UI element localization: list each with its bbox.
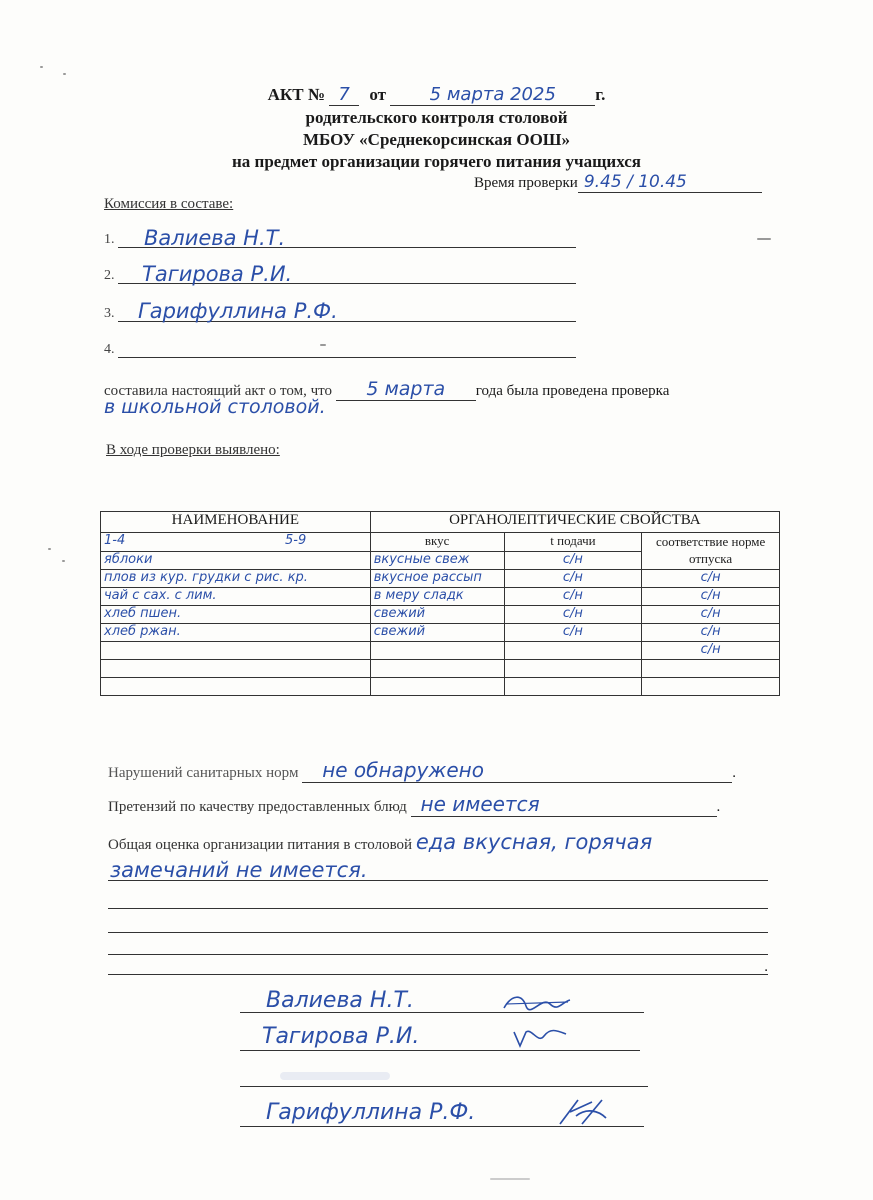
dish-temp: с/н [562,606,583,621]
table-row [101,624,780,642]
member-row-2 [104,264,576,286]
assessment-label: Общая оценка организации питания в столовой [108,837,413,853]
table-row [101,606,780,624]
member-num: 1. [104,232,115,247]
organoleptic-table [100,511,780,696]
dish-name: плов из кур. грудки с рис. кр. [104,570,308,585]
dish-name: хлеб пшен. [104,606,182,621]
dish-temp: с/н [562,588,583,603]
violations-value: не обнаружено [302,758,732,783]
check-time-label: Время проверки [474,175,578,191]
claims-row: Претензий по качеству предоставленных блюд не имеется . [108,792,721,816]
claims-label: Претензий по качеству предоставленных блюд [108,799,407,815]
signature-row-4 [240,1098,644,1128]
member-row-1 [104,228,576,250]
member-name: Гарифуллина Р.Ф. [138,299,338,323]
title-line-3: МБОУ «Среднекорсинская ООШ» [303,130,570,149]
commission-label: Комиссия в составе: [104,196,234,212]
dish-taste: свежий [373,606,426,621]
dish-norm: с/н [700,642,721,657]
assessment-value-1: еда вкусная, горячая [415,830,653,854]
dish-temp: с/н [562,570,583,585]
dish-temp: с/н [562,551,583,567]
dish-norm: с/н [700,588,721,603]
signature-scribble [510,1026,570,1052]
signature-row-1 [240,988,644,1014]
member-num: 3. [104,306,115,321]
grades-left: 1-4 [104,533,126,548]
sub-temp-header: t подачи [504,533,642,552]
table-row [101,570,780,588]
dish-norm: с/н [700,624,721,639]
member-name: Валиева Н.Т. [144,226,286,250]
member-num: 2. [104,268,115,283]
check-time-value: 9.45 / 10.45 [578,172,762,193]
dish-taste: вкусное рассып [373,570,482,585]
year-suffix: г. [595,85,606,104]
dish-name: чай с сах. с лим. [104,588,217,603]
table-row [101,588,780,606]
grades-cell [101,533,371,552]
dish-norm: с/н [700,606,721,621]
dish-name: хлеб ржан. [104,624,181,639]
act-title-line [0,84,873,106]
statement-suffix: года была проведена проверка [475,383,670,399]
signature-scribble [502,992,572,1014]
signature-row-2 [240,1024,640,1054]
statement-date: 5 марта [336,378,476,401]
grades-right: 5-9 [285,533,307,548]
signature-name: Тагирова Р.И. [262,1024,420,1049]
member-name: Тагирова Р.И. [142,262,293,286]
dish-taste: в меру сладк [373,588,464,603]
check-time-row [474,172,762,193]
col-props-header: ОРГАНОЛЕПТИЧЕСКИЕ СВОЙСТВА [370,512,779,533]
title-line-4: на предмет организации горячего питания учащихся [232,152,641,171]
from-word: от [369,85,387,104]
dish-name: яблоки [104,551,153,567]
signature-row-3 [240,1062,648,1088]
act-prefix: АКТ № [267,85,325,104]
dish-norm: с/н [700,570,721,585]
assessment-value-2: замечаний не имеется. [110,858,368,882]
title-line-2: родительского контроля столовой [305,108,568,127]
dish-taste: вкусные свеж [373,551,470,567]
member-row-3 [104,299,576,324]
signature-name: Гарифуллина Р.Ф. [266,1100,476,1125]
statement-prefix: составила настоящий акт о том, что [104,383,333,399]
act-number: 7 [329,84,359,106]
dish-taste: свежий [373,624,426,639]
member-num: 4. [104,342,115,357]
assessment-row [108,830,652,854]
dish-temp: с/н [562,624,583,639]
signature-scribble [552,1098,612,1128]
act-date: 5 марта 2025 [390,84,595,106]
findings-label: В ходе проверки выявлено: [106,442,280,458]
sub-norm-header: соответствие норме отпуска [642,533,780,570]
table-row [101,642,780,660]
claims-value: не имеется [411,792,717,817]
table-row-empty [101,678,780,696]
violations-label: Нарушений санитарных норм [108,765,299,781]
violations-row: Нарушений санитарных норм не обнаружено . [108,758,736,782]
table-row-empty [101,660,780,678]
statement-place: в школьной столовой. [104,396,326,418]
sub-taste-header: вкус [370,533,504,552]
col-name-header: НАИМЕНОВАНИЕ [101,512,371,533]
signature-name: Валиева Н.Т. [266,988,414,1013]
member-row-4 [104,338,576,360]
